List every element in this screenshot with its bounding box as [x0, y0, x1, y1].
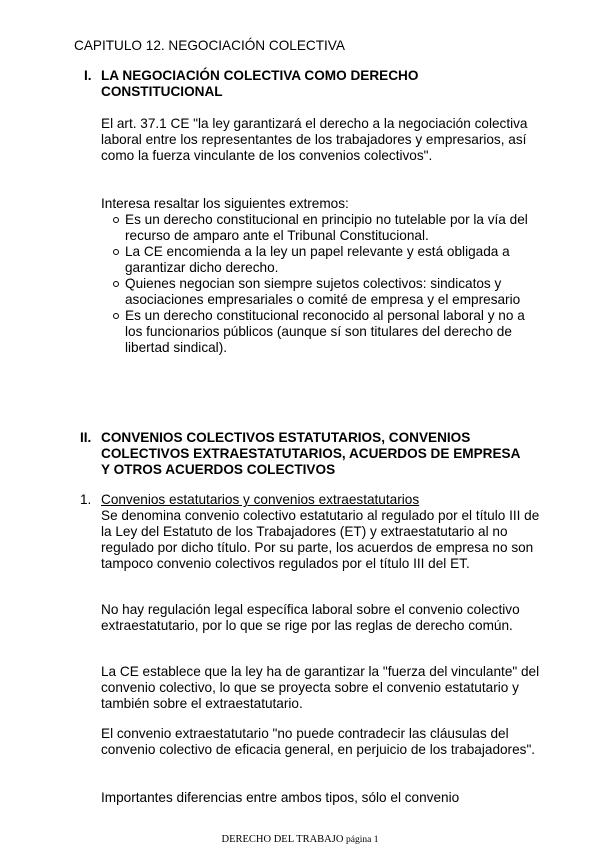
subsection-number: 1. [80, 492, 92, 507]
section-1-bullet-list [101, 212, 541, 356]
section-1-title: LA NEGOCIACIÓN COLECTIVA COMO DERECHO CONSTITUCIONAL [101, 68, 419, 99]
page-number: página 1 [346, 835, 379, 845]
section-2-number: II. [80, 430, 92, 445]
section-2-paragraph-4: El convenio extraestatutario "no puede contradecir las cláusulas del convenio colectivo de eficacia general, en perjuicio de los trabajadores". [101, 726, 536, 757]
list-item: La CE encomienda a la ley un papel relevante y está obligada a garantizar dicho derecho. [101, 244, 541, 276]
section-1-paragraph: El art. 37.1 CE "la ley garantizará el derecho a la negociación colectiva laboral entre los representantes de los trabajadores y empresarios, así como la fuerza vinculante de los convenios colectivos". [101, 116, 528, 163]
list-item: Quienes negocian son siempre sujetos colectivos: sindicatos y asociaciones empresariales o comité de empresa y el empresario [101, 276, 541, 308]
section-2-paragraph-1: Se denomina convenio colectivo estatutario al regulado por el título III de la Ley del Estatuto de los Trabajadores (ET) y extraestatutario al no regulado por dicho título. Por su parte, los acuerdos de empresa no son tampoco convenio colectivos regulados por el título III del ET. [101, 508, 540, 571]
section-2-title: CONVENIOS COLECTIVOS ESTATUTARIOS, CONVENIOS COLECTIVOS EXTRAESTATUTARIOS, ACUERDOS DE EMPRESA Y OTROS ACUERDOS COLECTIVOS [101, 430, 520, 477]
section-2-paragraph-5: Importantes diferencias entre ambos tipos, sólo el convenio [101, 790, 460, 805]
list-item: Es un derecho constitucional reconocido al personal laboral y no a los funcionarios públicos (aunque sí son titulares del derecho de libertad sindical). [101, 308, 541, 356]
section-1-intro: Interesa resaltar los siguientes extremos: [101, 196, 349, 211]
section-1-number: I. [84, 68, 92, 83]
section-2-paragraph-3: La CE establece que la ley ha de garantizar la "fuerza del vinculante" del convenio colectivo, lo que se proyecta sobre el convenio estatutario y también sobre el extraestatutario. [101, 664, 540, 711]
page-footer [0, 832, 600, 848]
section-2-paragraph-2: No hay regulación legal específica laboral sobre el convenio colectivo extraestatutario, por lo que se rige por las reglas de derecho común. [101, 602, 520, 633]
subsection-title: Convenios estatutarios y convenios extraestatutarios [101, 492, 420, 507]
chapter-title: CAPITULO 12. NEGOCIACIÓN COLECTIVA [74, 38, 345, 53]
footer-label: DERECHO DEL TRABAJO [221, 834, 344, 845]
list-item: Es un derecho constitucional en principio no tutelable por la vía del recurso de amparo ante el Tribunal Constitucional. [101, 212, 541, 244]
